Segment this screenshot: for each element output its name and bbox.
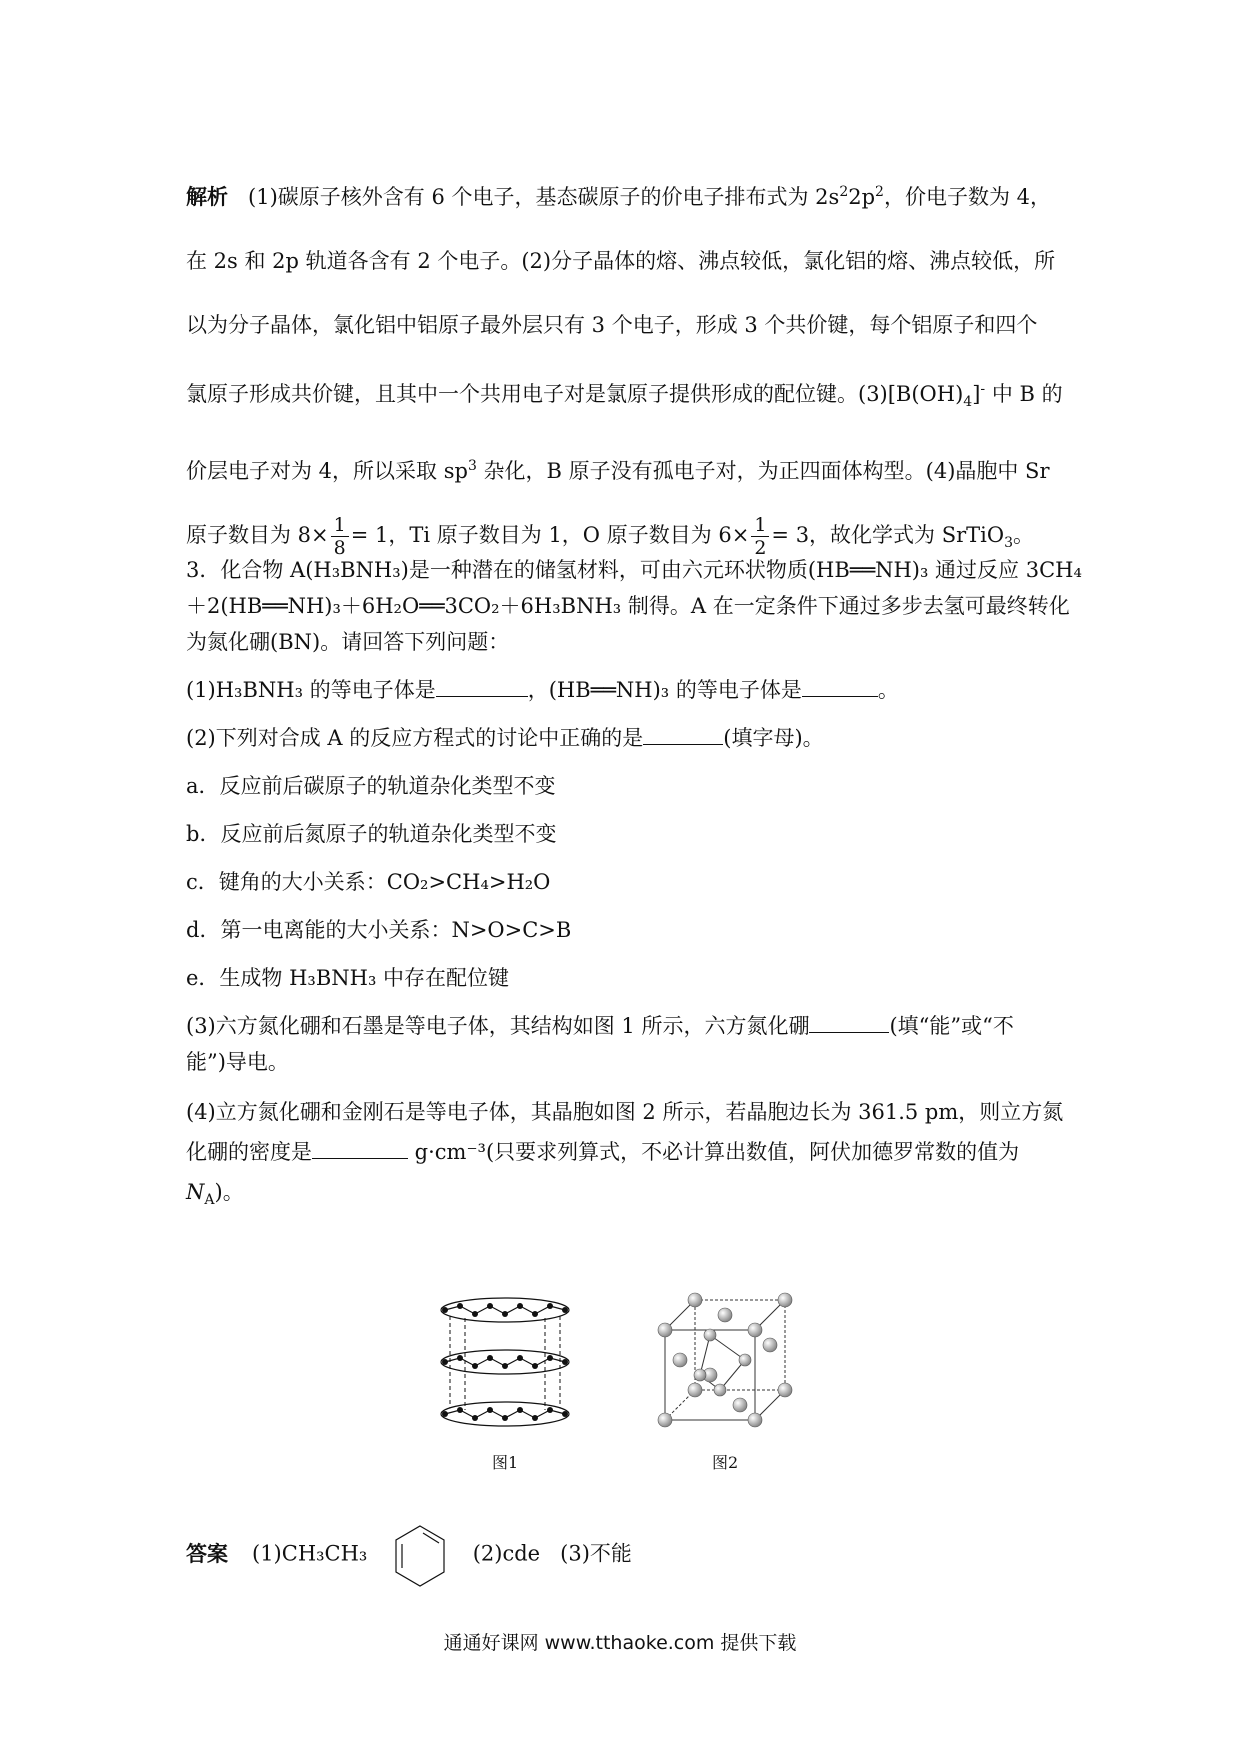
analysis-line-4: 氯原子形成共价键，且其中一个共用电子对是氯原子提供形成的配位键。$(3)[B(OH)_4]^-$ 中 B 的 xyxy=(186,381,1063,411)
analysis-line-6: 原子数目为 8× $\frac{1}{8}$ = 1，Ti 原子数目为 1，O 原子数目为 6× $\frac{1}{2}$ = 3，故化学式为 SrTiO$_3$。 xyxy=(186,514,1035,560)
option-d: d．第一电离能的大小关系：N>O>C>B xyxy=(186,918,572,942)
analysis-section xyxy=(186,160,1066,575)
hexagonal-bn-structure-figure xyxy=(430,1290,580,1440)
answer-blank xyxy=(643,724,723,745)
answer-part-1: (1)CH₃CH₃ xyxy=(252,1541,368,1566)
fraction-one-eighth: $\frac{1}{8}$ xyxy=(331,514,349,559)
answer-blank xyxy=(436,676,528,697)
option-c: c．键角的大小关系：CO₂>CH₄>H₂O xyxy=(186,870,551,894)
analysis-label: 解析 xyxy=(186,185,228,209)
analysis-line-3: 以为分子晶体，氯化铝中铝原子最外层只有 3 个电子，形成 3 个共价键，每个铝原子和四个 xyxy=(186,313,1038,337)
answer-section xyxy=(186,1520,1066,1590)
answer-part-2: (2)cde xyxy=(472,1541,541,1566)
option-a: a．反应前后碳原子的轨道杂化类型不变 xyxy=(186,774,556,798)
answer-part-3: (3)不能 xyxy=(560,1541,632,1566)
question-3-part-4: (4)立方氮化硼和金刚石是等电子体，其晶胞如图 2 所示，若晶胞边长为 361.5 pm，则立方氮 化硼的密度是 g·cm⁻³(只要求列算式，不必计算出数值，阿伏加德罗常数的值为 $N_A$)。 xyxy=(186,1100,1064,1209)
fraction-one-half: $\frac{1}{2}$ xyxy=(751,514,769,559)
question-3-part-1: (1)H₃BNH₃ 的等电子体是 ，(HB══NH)₃ 的等电子体是 。 xyxy=(186,678,899,702)
figures xyxy=(420,1290,840,1480)
question-3-intro: 3．化合物 A(H₃BNH₃)是一种潜在的储氢材料，可由六元环状物质(HB══NH)₃ 通过反应 3CH₄ ＋2(HB══NH)₃＋6H₂O══3CO₂＋6H₃BNH₃ 制得。A 在一定条件下通过多步去氢可最终转化 为氮化硼(BN)。请回答下列问题： xyxy=(186,558,1082,654)
figure-2-caption: 图2 xyxy=(712,1453,739,1472)
page-footer: 通通好课网 www.tthaoke.com 提供下载 xyxy=(443,1632,797,1654)
benzene-ring-structure xyxy=(390,1520,450,1600)
question-3 xyxy=(186,552,1082,1232)
analysis-line-5: 价层电子对为 4，所以采取 $sp^3$ 杂化，B 原子没有孤电子对，为正四面体构型。(4)晶胞中 Sr xyxy=(186,458,1050,484)
analysis-line-2: 在 2s 和 2p 轨道各含有 2 个电子。(2)分子晶体的熔、沸点较低，氯化铝的熔、沸点较低，所 xyxy=(186,249,1056,273)
question-3-part-2: (2)下列对合成 A 的反应方程式的讨论中正确的是 (填字母)。 xyxy=(186,726,824,750)
question-3-part-3: (3)六方氮化硼和石墨是等电子体，其结构如图 1 所示，六方氮化硼 (填“能”或“不 能”)导电。 xyxy=(186,1014,1014,1074)
answer-blank xyxy=(802,676,878,697)
answer-blank xyxy=(312,1138,408,1159)
analysis-line-1: 解析 (1)碳原子核外含有 6 个电子，基态碳原子的价电子排布式为 $2s^22p^2$，价电子数为 4， xyxy=(186,184,1052,209)
option-b: b．反应前后氮原子的轨道杂化类型不变 xyxy=(186,822,557,846)
option-e: e．生成物 H₃BNH₃ 中存在配位键 xyxy=(186,966,510,990)
answer-label: 答案 xyxy=(186,1541,228,1566)
cubic-bn-unit-cell-figure xyxy=(650,1290,800,1440)
answer-blank xyxy=(809,1012,889,1033)
figure-1-caption: 图1 xyxy=(492,1453,519,1472)
